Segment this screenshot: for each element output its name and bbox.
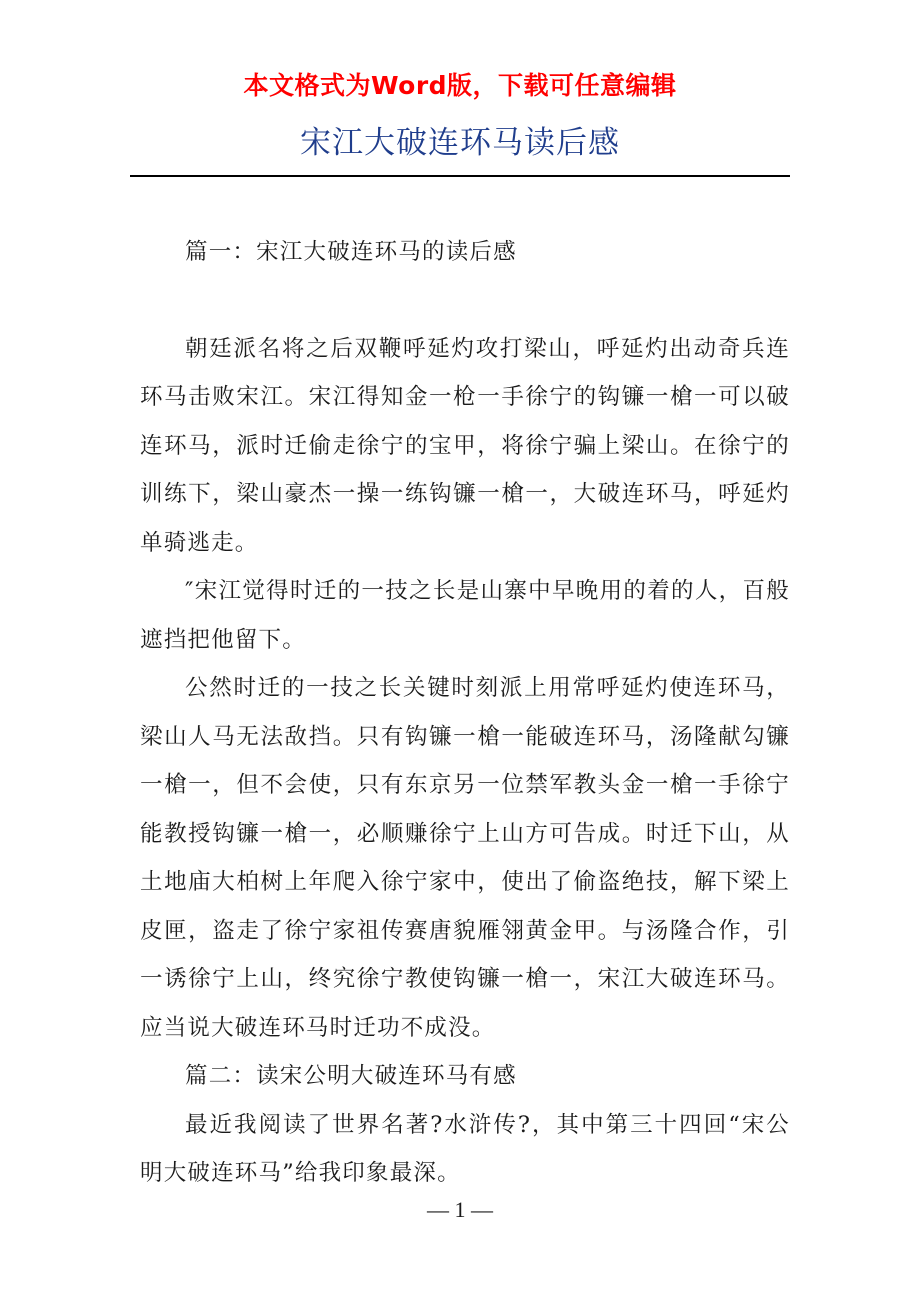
title-divider <box>130 175 790 177</box>
page-number: — 1 — <box>427 1197 493 1222</box>
body-paragraph: ″宋江觉得时迁的一技之长是山寨中早晚用的着的人，百般遮挡把他留下。 <box>140 578 790 653</box>
body-paragraph: 最近我阅读了世界名著?水浒传?，其中第三十四回“宋公明大破连环马”给我印象最深。 <box>140 1111 790 1186</box>
section-heading-2: 篇二：读宋公明大破连环马有感 <box>185 1063 517 1089</box>
body-paragraph: 朝廷派名将之后双鞭呼延灼攻打梁山，呼延灼出动奇兵连环马击败宋江。宋江得知金一枪一手徐宁的钩镰一槍一可以破连环马，派时迁偷走徐宁的宝甲，将徐宁骗上梁山。在徐宁的训练下，梁山豪杰一操一练钩镰一槍一，大破连环马，呼延灼单骑逃走。 <box>140 335 790 556</box>
section-heading-1: 篇一：宋江大破连环马的读后感 <box>185 239 517 265</box>
document-body <box>140 228 790 1198</box>
body-paragraph: 公然时迁的一技之长关键时刻派上用常呼延灼使连环马，梁山人马无法敌挡。只有钩镰一槍一能破连环马，汤隆献勾镰一槍一，但不会使，只有东京另一位禁军教头金一槍一手徐宁能教授钩镰一槍一，必顺赚徐宁上山方可告成。时迁下山，从土地庙大柏树上年爬入徐宁家中，使出了偷盗绝技，解下梁上皮匣，盗走了徐宁家祖传赛唐貌雁翎黄金甲。与汤隆合作，引一诱徐宁上山，终究徐宁教使钩镰一槍一，宋江大破连环马。应当说大破连环马时迁功不成没。 <box>140 675 790 1041</box>
download-notice: 本文格式为Word版，下载可任意编辑 <box>243 71 677 100</box>
document-title: 宋江大破连环马读后感 <box>300 125 620 161</box>
